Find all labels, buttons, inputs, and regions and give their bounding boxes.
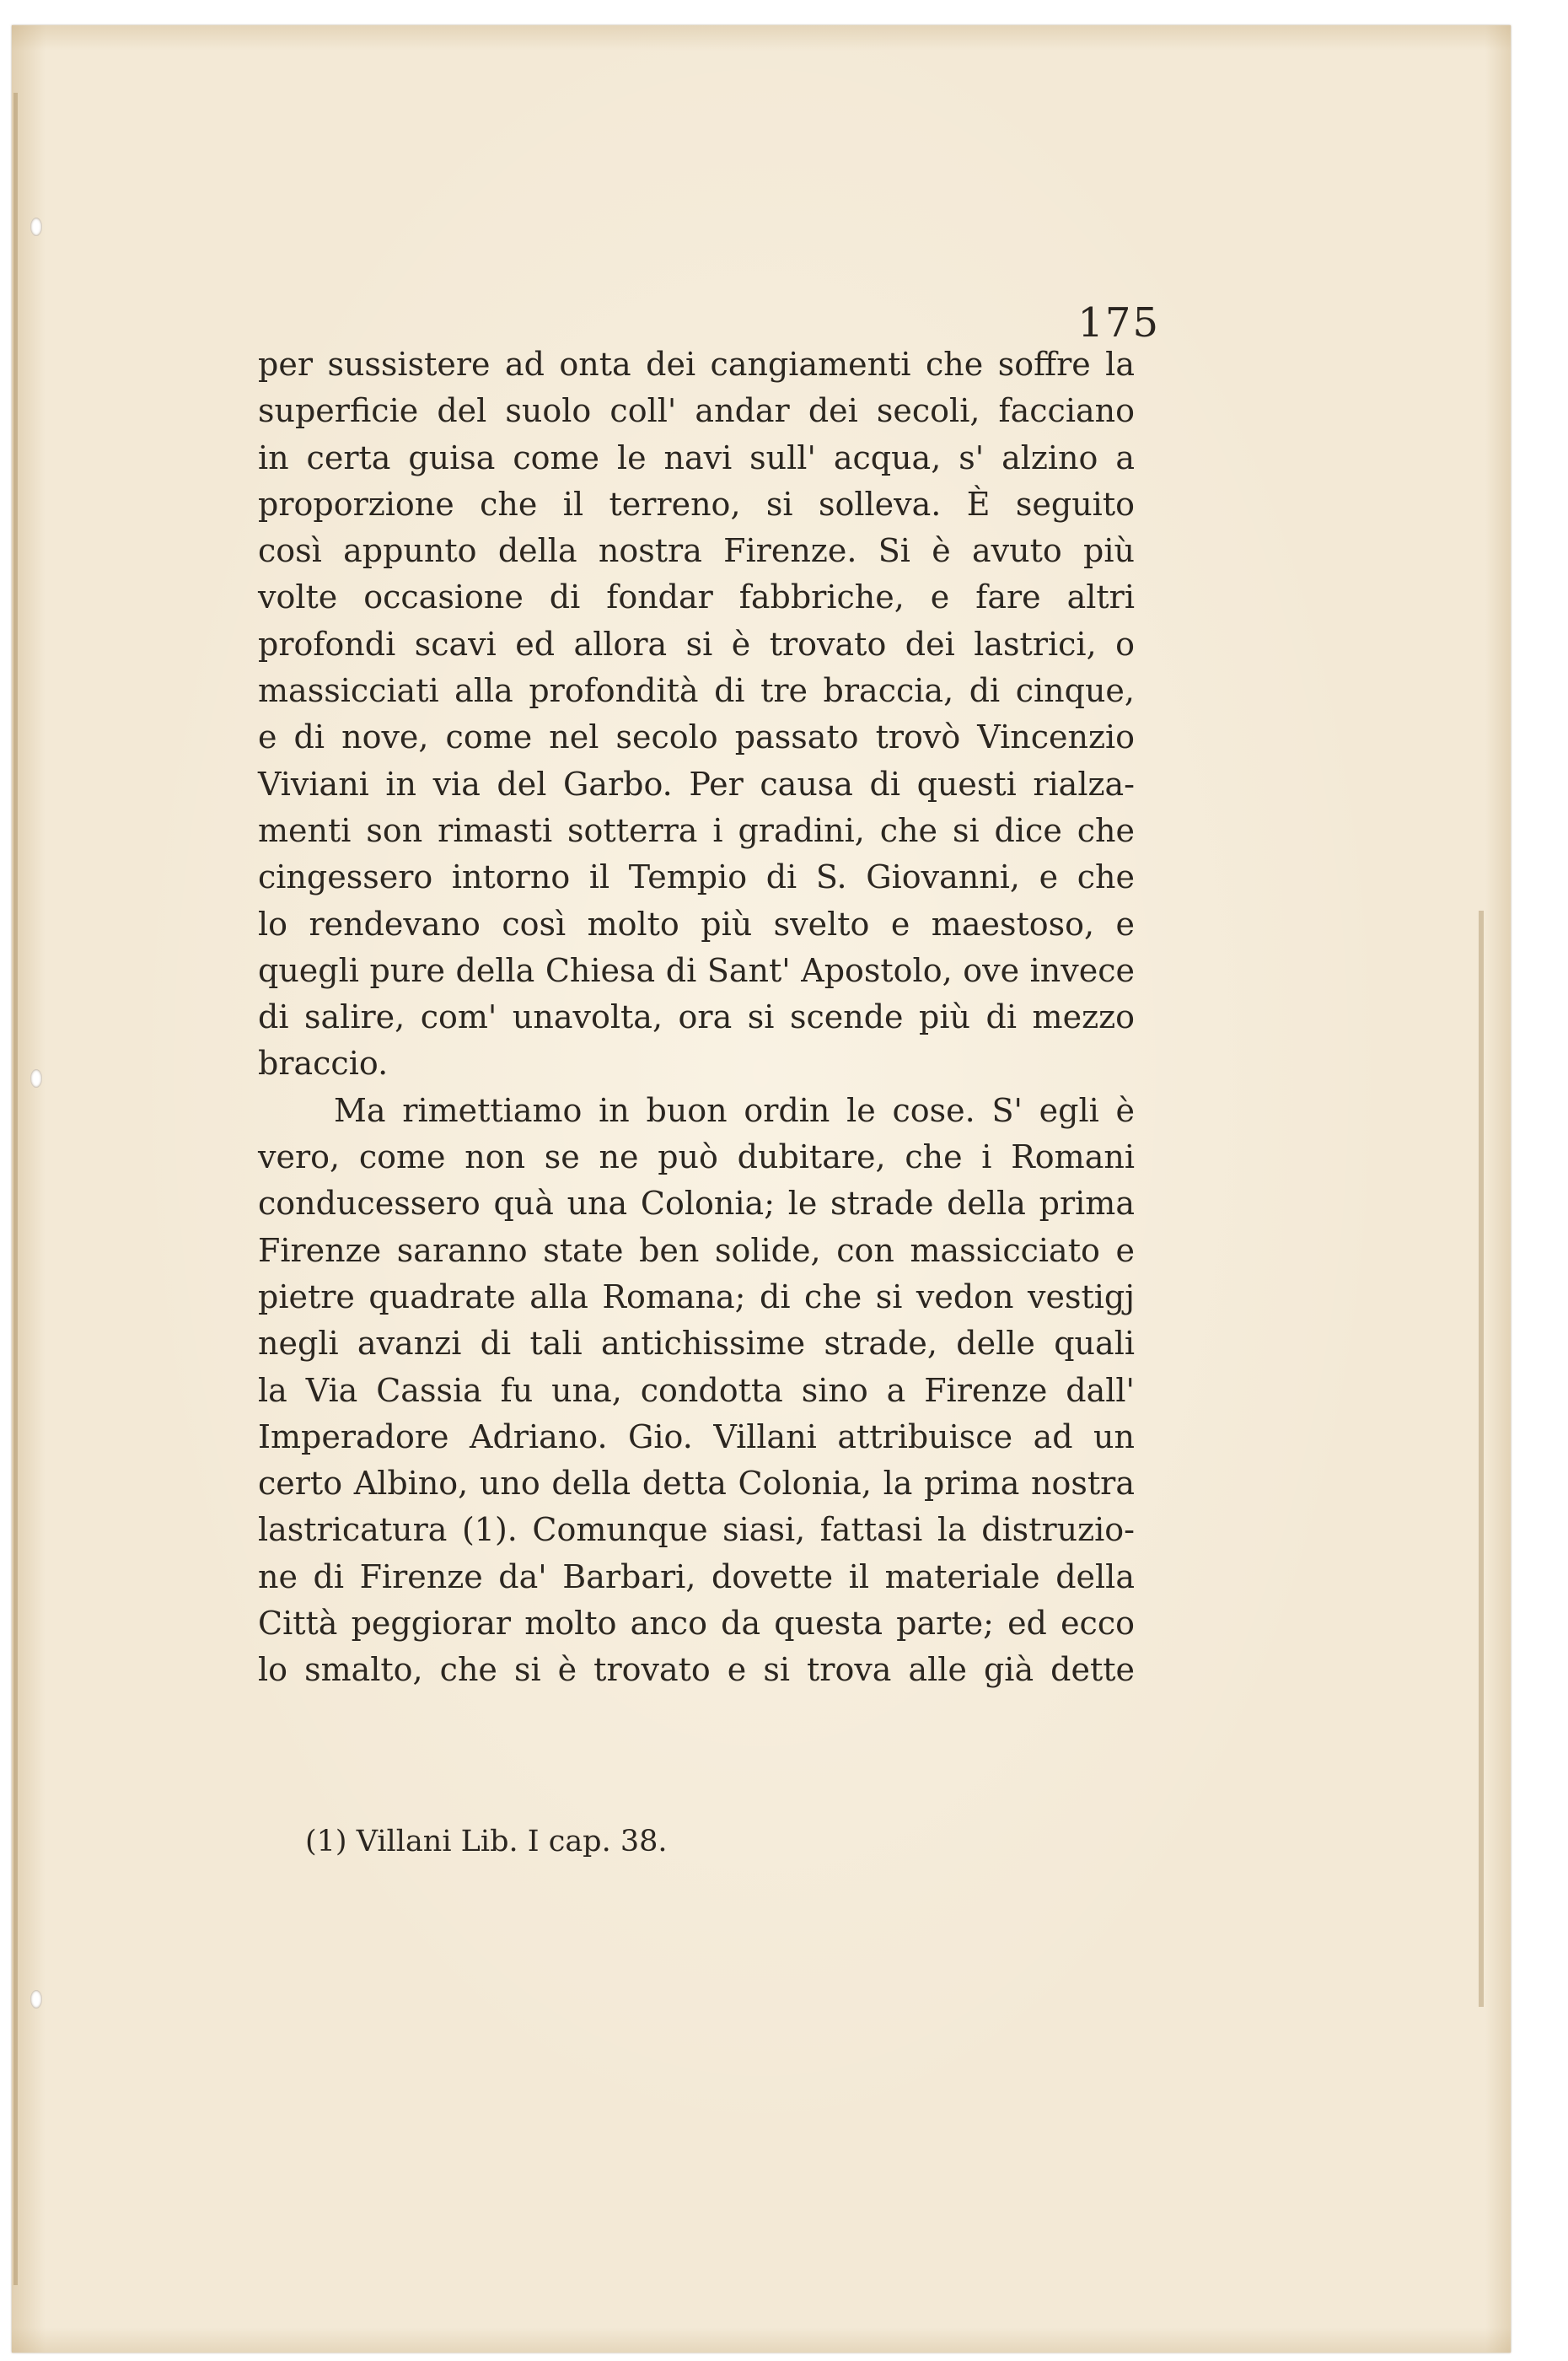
text-line: Ma rimettiamo in buon ordin le cose. S' egli è: [334, 1091, 1135, 1129]
page-number: 175: [1077, 299, 1160, 347]
text-line: superficie del suolo coll' andar dei secoli, facciano: [258, 392, 1135, 430]
text-line: così appunto della nostra Firenze. Si è avuto più: [258, 532, 1135, 570]
text-line: massicciati alla profondità di tre braccia, di cinque,: [258, 672, 1135, 710]
text-line: pietre quadrate alla Romana; di che si vedon vestigj: [258, 1277, 1135, 1315]
binding-hole: [30, 218, 42, 236]
text-line: quegli pure della Chiesa di Sant' Apostolo, ove invece: [258, 951, 1135, 989]
text-line: conducessero quà una Colonia; le strade della prima: [258, 1185, 1135, 1223]
text-line: in certa guisa come le navi sull' acqua, s' alzino a: [258, 438, 1135, 476]
text-line: la Via Cassia fu una, condotta sino a Firenze dall': [258, 1371, 1135, 1409]
text-line: per sussistere ad onta dei cangiamenti che soffre la: [258, 346, 1135, 383]
text-line: e di nove, come nel secolo passato trovò Vincenzio: [258, 718, 1135, 756]
binding-hole: [30, 1990, 42, 2009]
text-line: lo rendevano così molto più svelto e maestoso, e: [258, 905, 1135, 943]
text-line: volte occasione di fondar fabbriche, e fare altri: [258, 578, 1135, 616]
text-line: lo smalto, che si è trovato e si trova alle già dette: [258, 1651, 1135, 1689]
text-line: cingessero intorno il Tempio di S. Giovanni, e che: [258, 858, 1135, 896]
page-edge-wear: [1479, 911, 1484, 2007]
text-line: di salire, com' unavolta, ora si scende più di mezzo: [258, 998, 1135, 1036]
text-line: lastricatura (1). Comunque siasi, fattasi la distruzio-: [258, 1511, 1135, 1549]
text-line: profondi scavi ed allora si è trovato dei lastrici, o: [258, 625, 1135, 663]
page-edge-wear: [13, 93, 18, 2285]
text-line: Firenze saranno state ben solide, con massicciato e: [258, 1231, 1135, 1269]
text-line: Imperadore Adriano. Gio. Villani attribuisce ad un: [258, 1417, 1135, 1455]
body-text: [258, 342, 1135, 1694]
text-line: proporzione che il terreno, si solleva. È seguito: [258, 485, 1135, 523]
binding-hole: [30, 1069, 42, 1088]
text-line: vero, come non se ne può dubitare, che i Romani: [258, 1138, 1135, 1176]
text-line: ne di Firenze da' Barbari, dovette il materiale della: [258, 1557, 1135, 1595]
text-line: negli avanzi di tali antichissime strade, delle quali: [258, 1325, 1135, 1363]
text-line: Città peggiorar molto anco da questa parte; ed ecco: [258, 1605, 1135, 1643]
text-line: certo Albino, uno della detta Colonia, la prima nostra: [258, 1465, 1135, 1503]
text-line: Viviani in via del Garbo. Per causa di questi rialza-: [258, 765, 1135, 803]
text-line: menti son rimasti sotterra i gradini, che si dice che: [258, 811, 1135, 849]
text-line: braccio.: [258, 1045, 389, 1083]
footnote: (1) Villani Lib. I cap. 38.: [305, 1825, 668, 1858]
